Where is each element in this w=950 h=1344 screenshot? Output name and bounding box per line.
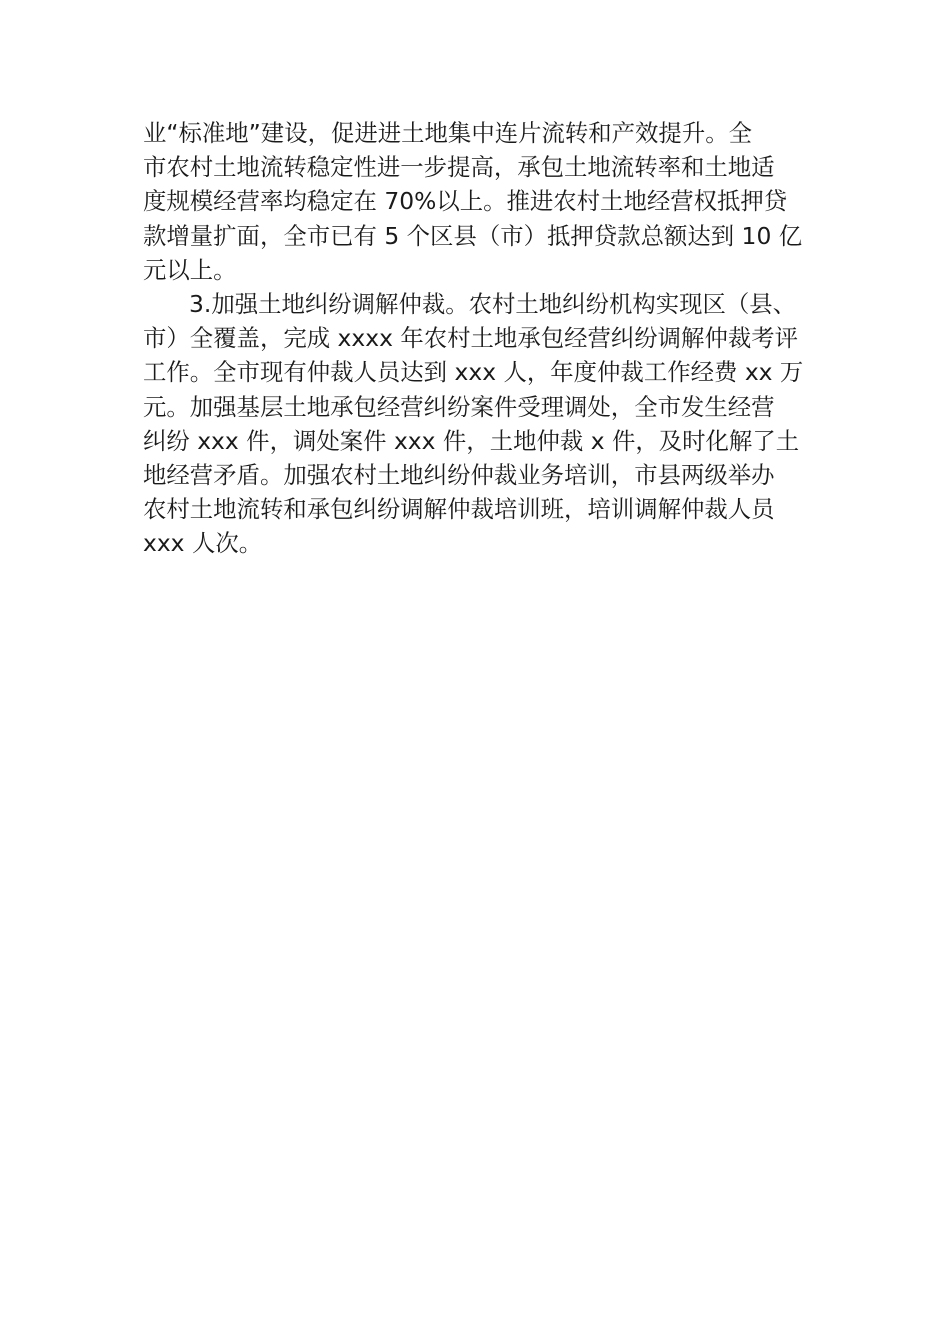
text-line: 农村土地流转和承包纠纷调解仲裁培训班，培训调解仲裁人员 [143, 495, 775, 524]
text-line: 市农村土地流转稳定性进一步提高，承包土地流转率和土地适 [143, 153, 775, 182]
text-line: xxx 人次。 [143, 529, 263, 558]
text-line: 业“标准地”建设，促进进土地集中连片流转和产效提升。全 [143, 119, 752, 147]
paragraph-heading-line: 3.加强土地纠纷调解仲裁。农村土地纠纷机构实现区（县、 [189, 289, 797, 318]
text-line: 元。加强基层土地承包经营纠纷案件受理调处，全市发生经营 [143, 392, 775, 421]
text-line: 市）全覆盖，完成 xxxx 年农村土地承包经营纠纷调解仲裁考评 [143, 324, 799, 353]
text-line: 工作。全市现有仲裁人员达到 xxx 人，年度仲裁工作经费 xx 万 [143, 358, 804, 387]
body-text [143, 116, 807, 560]
paragraph-1 [143, 116, 807, 287]
paragraph-2 [143, 287, 807, 561]
text-line: 款增量扩面，全市已有 5 个区县（市）抵押贷款总额达到 10 亿 [143, 221, 803, 250]
text-line: 地经营矛盾。加强农村土地纠纷仲裁业务培训，市县两级举办 [143, 460, 775, 489]
text-line: 纠纷 xxx 件，调处案件 xxx 件，土地仲裁 x 件，及时化解了土 [143, 426, 800, 455]
text-line: 度规模经营率均稳定在 70%以上。推进农村土地经营权抵押贷 [143, 187, 788, 216]
text-line: 元以上。 [143, 255, 237, 284]
